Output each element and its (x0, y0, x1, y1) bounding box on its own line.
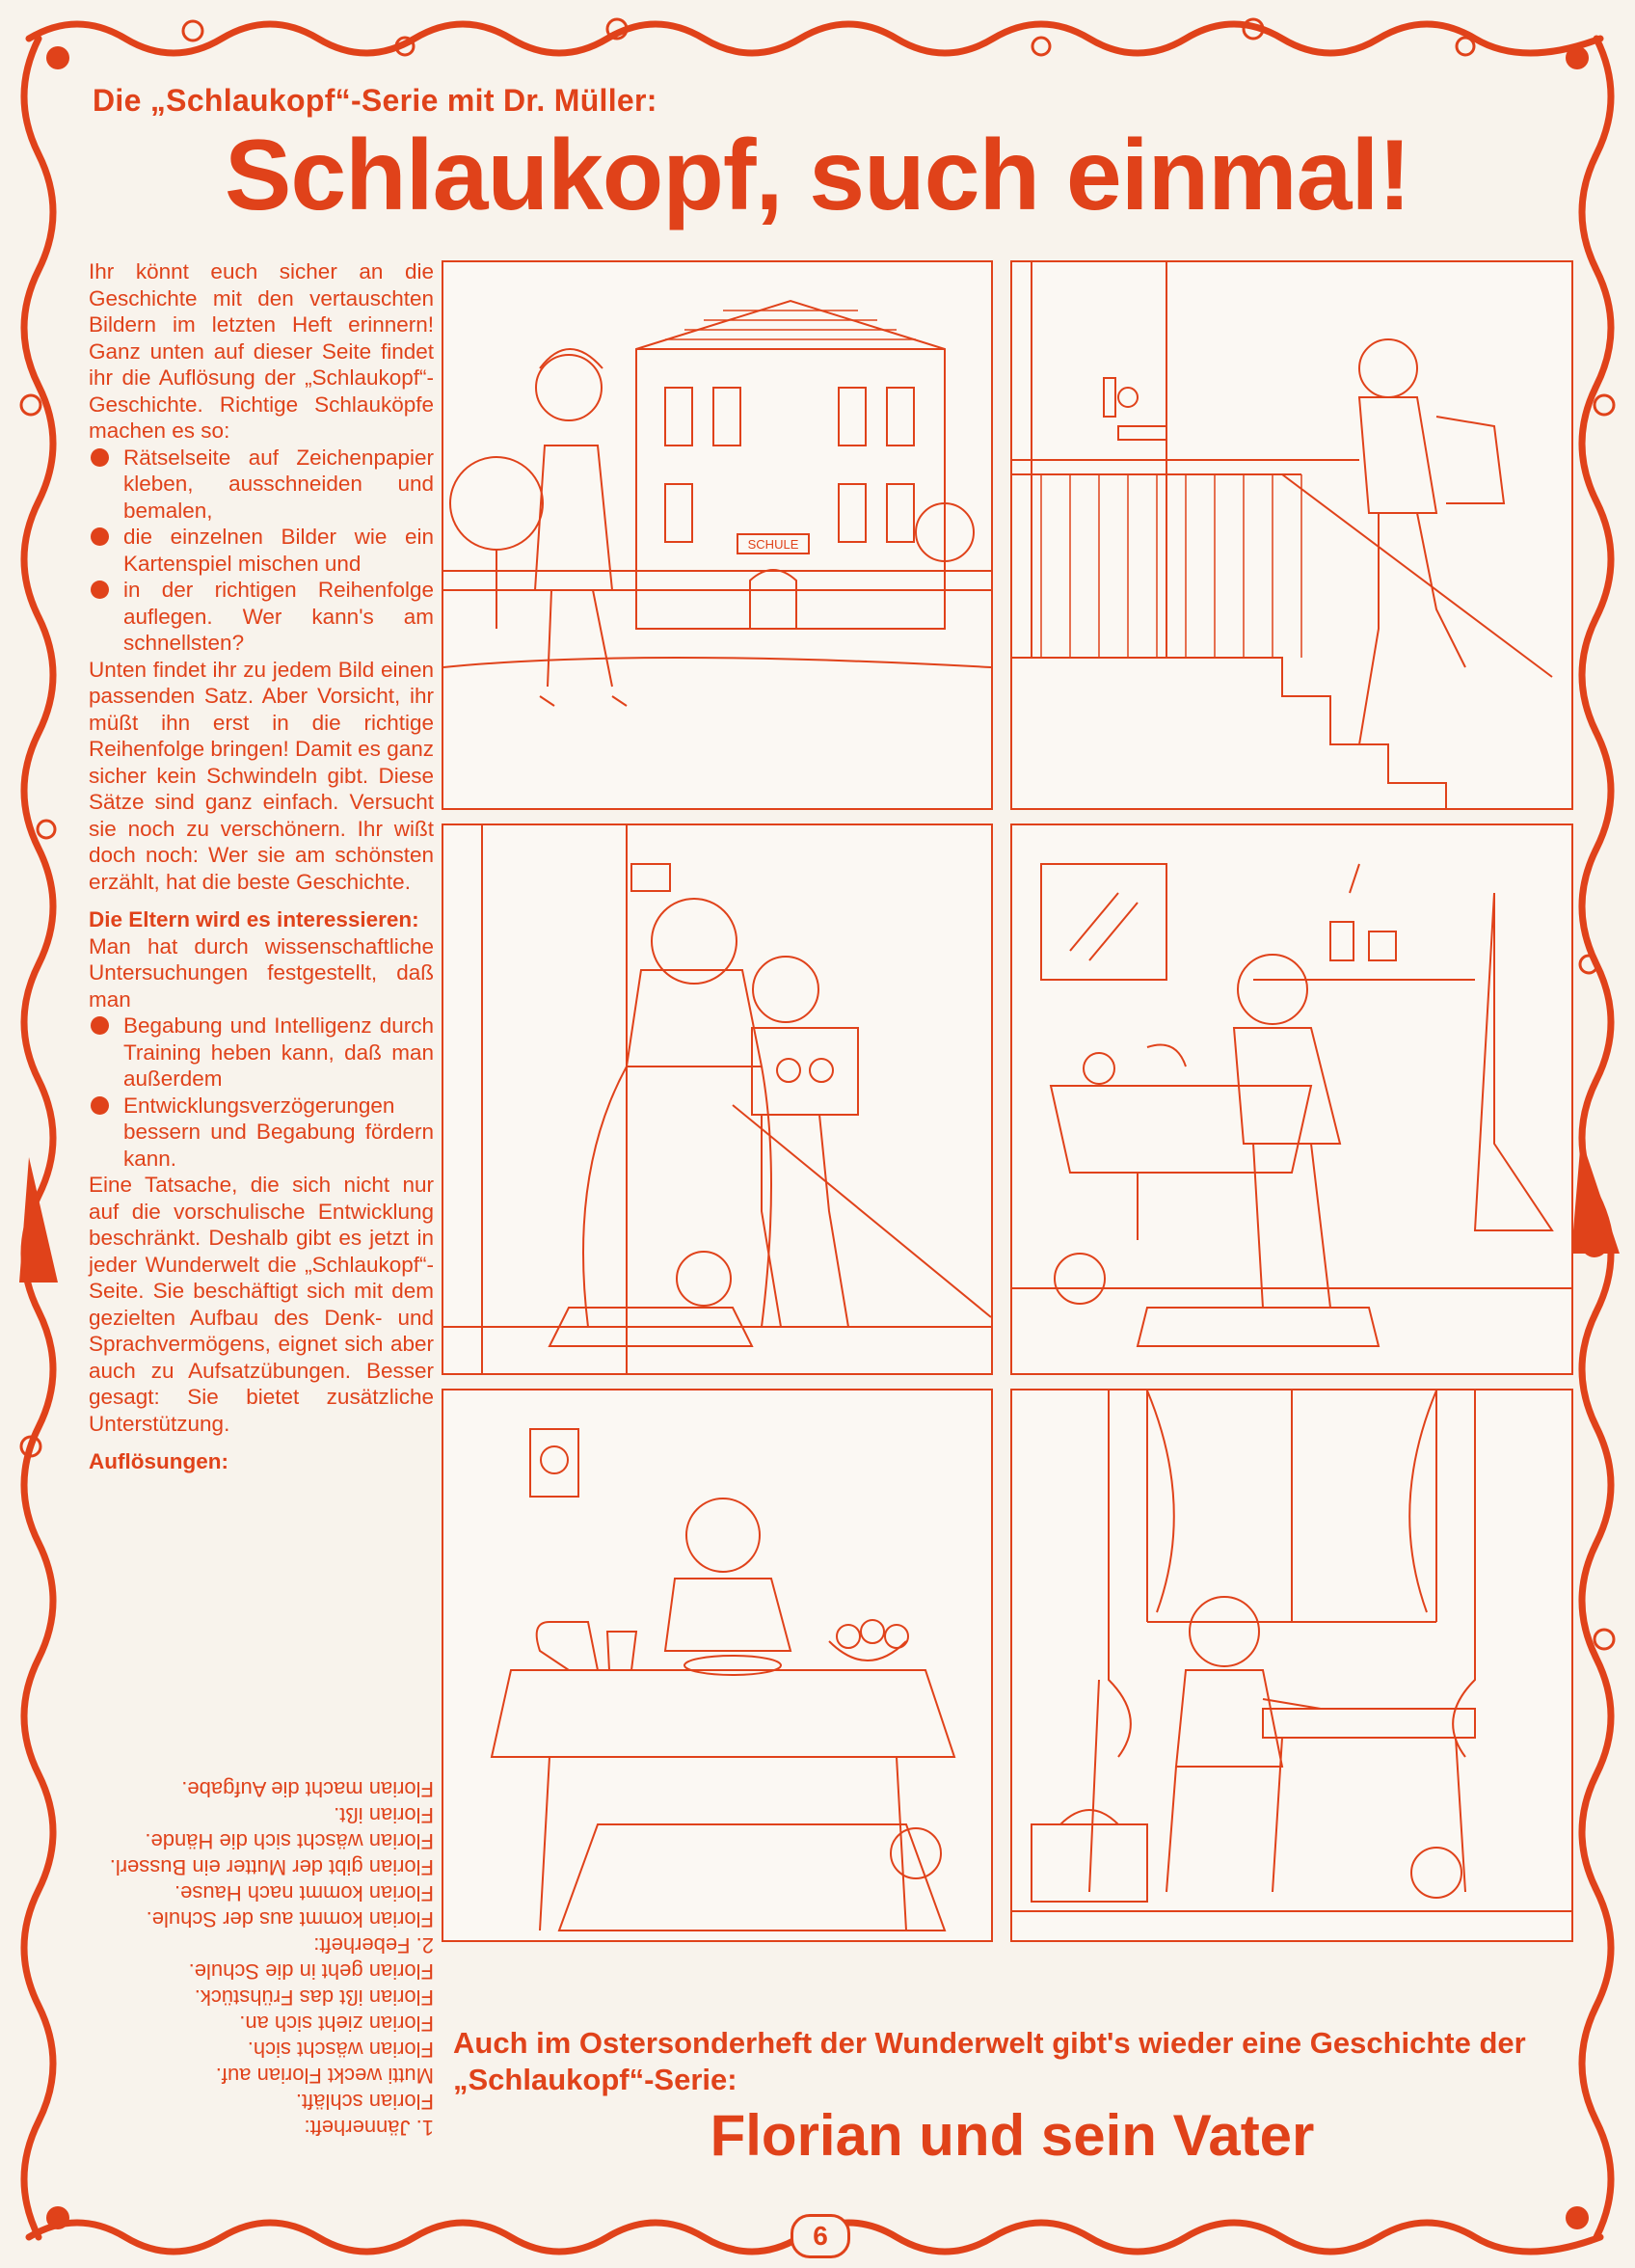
school-sign: SCHULE (747, 537, 799, 552)
solution-line: Florian kommt nach Hause. (174, 1881, 434, 1905)
list-item: Rätselseite auf Zeichenpapier kleben, ausschneiden und bemalen, (89, 445, 434, 525)
page-number: 6 (791, 2214, 850, 2258)
solutions-heading: Auflösungen: (89, 1449, 228, 1473)
instruction-paragraph: Unten findet ihr zu jedem Bild einen passenden Satz. Aber Vorsicht, ihr müßt ihn erst in die richtige Reihenfolge bringen! Damit es ganz sicher kein Schwindeln gibt. Diese Sätze sind ganz einfach. Versucht sie noch zu verschönern. Ihr wißt doch noch: Wer sie am schönsten erzählt, hat die beste Geschichte. (89, 657, 434, 894)
panel-coming-home (1010, 260, 1573, 810)
intro-column (89, 258, 434, 1475)
solution-line: Florian geht in die Schule. (188, 1959, 434, 1984)
bullet-dot-icon (91, 448, 109, 467)
panel-leaving-school (442, 260, 993, 810)
panel-homework (1010, 1389, 1573, 1942)
solution-line: 1. Jännerheft: (304, 2116, 434, 2140)
list-item: die einzelnen Bilder wie ein Kartenspiel mischen und (89, 524, 434, 577)
picture-panels (442, 260, 1579, 1958)
bullet-dot-icon (91, 1016, 109, 1035)
solution-line: Florian gibt der Mutter ein Busserl. (109, 1855, 434, 1879)
bullet-dot-icon (91, 527, 109, 546)
parents-list (89, 1012, 434, 1172)
list-item: Begabung und Intelligenz durch Training heben kann, daß man außerdem (89, 1012, 434, 1093)
instruction-list (89, 445, 434, 657)
intro-paragraph: Ihr könnt euch sicher an die Geschichte mit den vertauschten Bildern im letzten Heft erinnern! Ganz unten auf dieser Seite findet ihr die Auflösung der „Schlaukopf“-Geschichte. Richtige Schlauköpfe machen es so: (89, 259, 434, 443)
solution-line: Florian wäscht sich die Hände. (145, 1829, 434, 1853)
panel-eating (442, 1389, 993, 1942)
solution-line: Mutti weckt Florian auf. (215, 2064, 434, 2088)
parents-paragraph: Man hat durch wissenschaftliche Untersuchungen festgestellt, daß man (89, 933, 434, 1012)
solutions-upside-down (89, 1697, 434, 2141)
panel-washing-hands (1010, 824, 1573, 1375)
promo-title: Florian und sein Vater (710, 2103, 1315, 2168)
solution-line: Florian wäscht sich. (247, 2038, 434, 2062)
panel-kiss-mother (442, 824, 993, 1375)
bullet-dot-icon (91, 1096, 109, 1115)
bullet-dot-icon (91, 580, 109, 599)
solution-line: 2. Feberheft: (313, 1933, 434, 1958)
solution-line: Florian macht die Aufgabe. (181, 1777, 434, 1801)
solution-line: Florian schläft. (295, 2090, 434, 2114)
parents-paragraph-2: Eine Tatsache, die sich nicht nur auf die vorschulische Entwicklung beschränkt. Deshalb gibt es jetzt in jeder Wunderwelt die „Schlaukopf“-Seite. Sie beschäftigt sich mit dem gezielten Aufbau des Denk- und Sprachvermögens, eignet sich aber auch zu Aufsatzübungen. Besser gesagt: Sie bietet zusätzliche Unterstützung. (89, 1173, 434, 1436)
solution-line: Florian ißt das Frühstück. (194, 1985, 434, 2010)
solution-line: Florian kommt aus der Schule. (146, 1907, 434, 1931)
list-item: in der richtigen Reihenfolge auflegen. Wer kann's am schnellsten? (89, 577, 434, 657)
solution-line: Florian zieht sich an. (239, 2012, 434, 2036)
promo-text: Auch im Ostersonderheft der Wunderwelt gibt's wieder eine Geschichte der „Schlaukopf“-Serie: (453, 2026, 1526, 2096)
page-title: Schlaukopf, such einmal! (224, 120, 1411, 231)
parents-heading: Die Eltern wird es interessieren: (89, 907, 419, 932)
series-kicker: Die „Schlaukopf“-Serie mit Dr. Müller: (93, 83, 657, 118)
list-item: Entwicklungsverzögerungen bessern und Begabung fördern kann. (89, 1093, 434, 1173)
solution-line: Florian ißt. (334, 1803, 434, 1827)
